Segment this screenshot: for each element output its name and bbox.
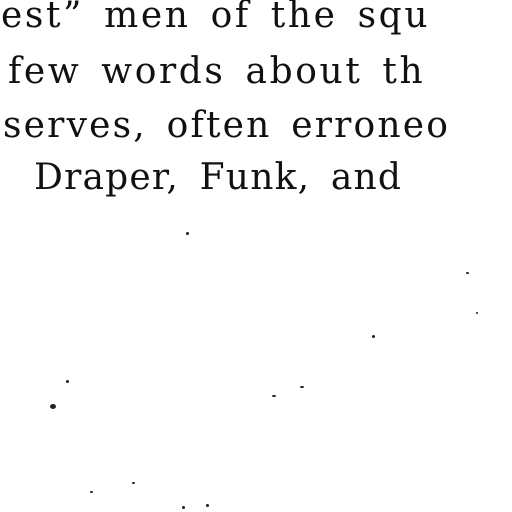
scan-speck — [206, 504, 209, 507]
scan-speck — [372, 335, 375, 338]
scan-speck — [90, 491, 93, 493]
text-line-2: few words about th — [8, 51, 426, 92]
scan-speck — [476, 312, 478, 314]
scan-speck — [66, 380, 69, 383]
scan-speck — [272, 395, 276, 397]
scan-speck — [186, 232, 189, 235]
text-line-3: serves, often erroneo — [3, 105, 451, 146]
scan-speck — [50, 404, 56, 409]
text-line-1: est” men of the squ — [1, 0, 431, 36]
scan-speck — [300, 386, 304, 388]
text-line-4: Draper, Funk, and — [34, 157, 403, 198]
scan-speck — [132, 482, 135, 484]
scan-speck — [466, 272, 469, 274]
scan-speck — [182, 506, 185, 509]
